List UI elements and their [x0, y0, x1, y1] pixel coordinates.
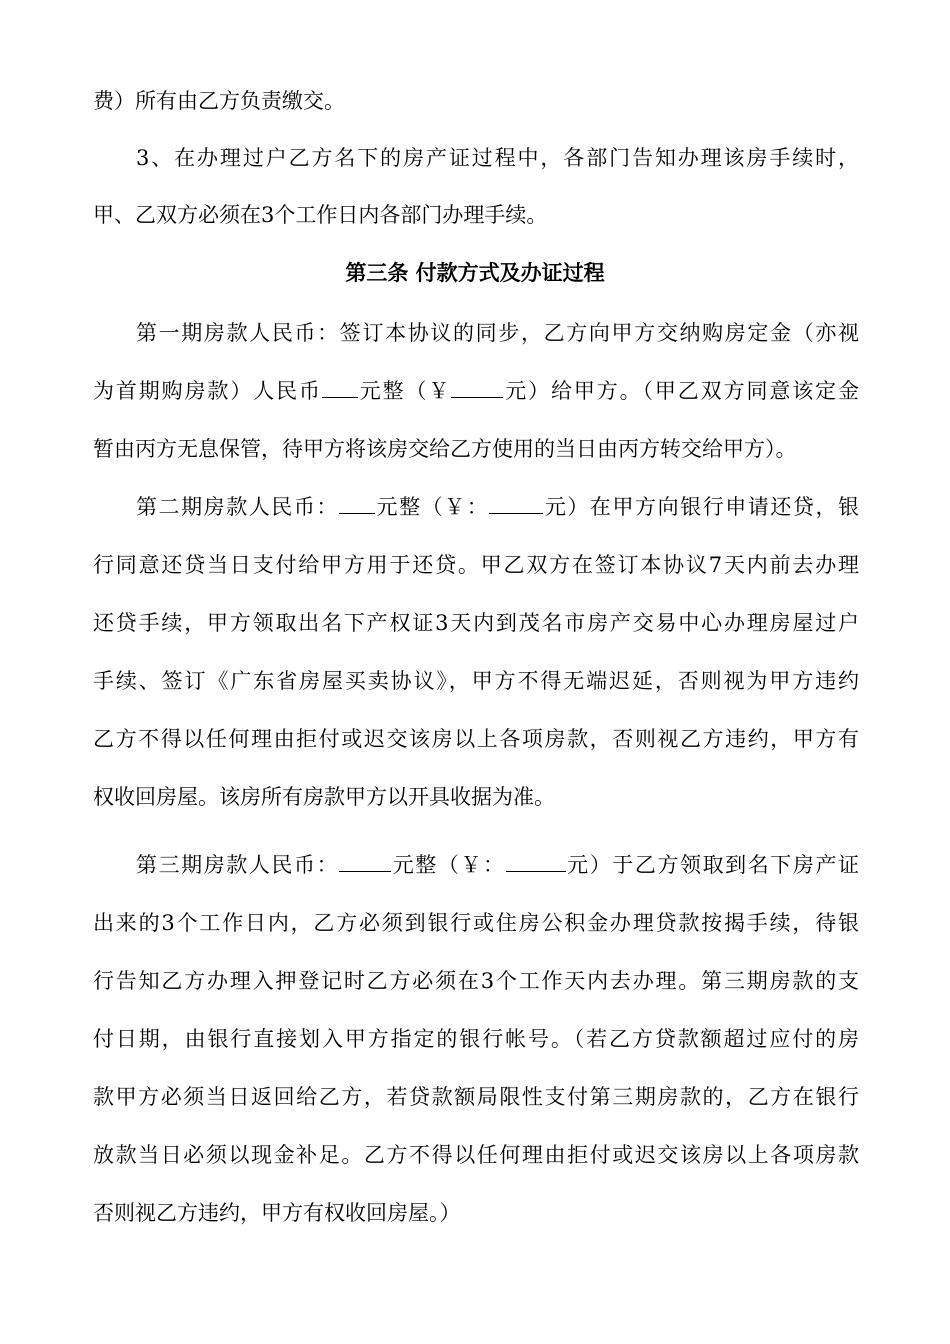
- text-line: 暂由丙方无息保管，待甲方将该房交给乙方使用的当日由丙方转交给甲方）。: [93, 437, 797, 461]
- text-span: 第三期房款人民币：: [136, 853, 340, 877]
- text-line: [136, 492, 859, 522]
- text-line: 甲、乙双方必须在3个工作日内各部门办理手续。: [93, 203, 548, 227]
- text-span: 元）于乙方领取到名下房产证: [565, 853, 860, 877]
- text-line: 否则视乙方违约，甲方有权收回房屋。）: [93, 1201, 461, 1225]
- blank-field: [451, 377, 503, 398]
- blank-field: [506, 851, 566, 872]
- blank-field: [339, 851, 391, 872]
- blank-field: [322, 377, 358, 398]
- text-line: 第一期房款人民币：签订本协议的同步，乙方向甲方交纳购房定金（亦视: [136, 321, 859, 345]
- text-line: 乙方不得以任何理由拒付或迟交该房以上各项房款，否则视乙方违约，甲方有: [93, 727, 859, 751]
- text-span: 元）给甲方。（甲乙双方同意该定金: [503, 379, 860, 403]
- section-heading: 第三条 付款方式及办证过程: [345, 260, 605, 285]
- blank-field: [339, 493, 375, 514]
- text-line: [136, 850, 859, 880]
- text-span: 为首期购房款）人民币: [93, 379, 322, 403]
- text-line: 放款当日必须以现金补足。乙方不得以任何理由拒付或迟交该房以上各项房款: [93, 1143, 859, 1167]
- text-span: 元整（￥：: [374, 495, 490, 519]
- text-line: 行告知乙方办理入押登记时乙方必须在3个工作天内去办理。第三期房款的支: [93, 969, 859, 993]
- text-line: 款甲方必须当日返回给乙方，若贷款额局限性支付第三期房款的，乙方在银行: [93, 1085, 859, 1109]
- blank-field: [489, 493, 543, 514]
- text-span: 元整（￥: [357, 379, 452, 403]
- text-line: 还贷手续，甲方领取出名下产权证3天内到茂名市房产交易中心办理房屋过户: [93, 611, 859, 635]
- text-span: 元整（￥：: [391, 853, 506, 877]
- text-line: 费）所有由乙方负责缴交。: [93, 89, 345, 113]
- text-line: 3、在办理过户乙方名下的房产证过程中，各部门告知办理该房手续时，: [136, 146, 859, 170]
- text-line: 出来的3个工作日内，乙方必须到银行或住房公积金办理贷款按揭手续，待银: [93, 911, 859, 935]
- text-span: 元）在甲方向银行申请还贷，银: [543, 495, 860, 519]
- text-line: 付日期，由银行直接划入甲方指定的银行帐号。（若乙方贷款额超过应付的房: [93, 1027, 859, 1051]
- text-line: [93, 376, 859, 406]
- text-line: 手续、签订《广东省房屋买卖协议》，甲方不得无端迟延，否则视为甲方违约: [93, 669, 859, 693]
- text-line: 行同意还贷当日支付给甲方用于还贷。甲乙双方在签订本协议7天内前去办理: [93, 553, 859, 577]
- text-line: 权收回房屋。该房所有房款甲方以开具收据为准。: [93, 785, 555, 809]
- text-span: 第二期房款人民币：: [136, 495, 339, 519]
